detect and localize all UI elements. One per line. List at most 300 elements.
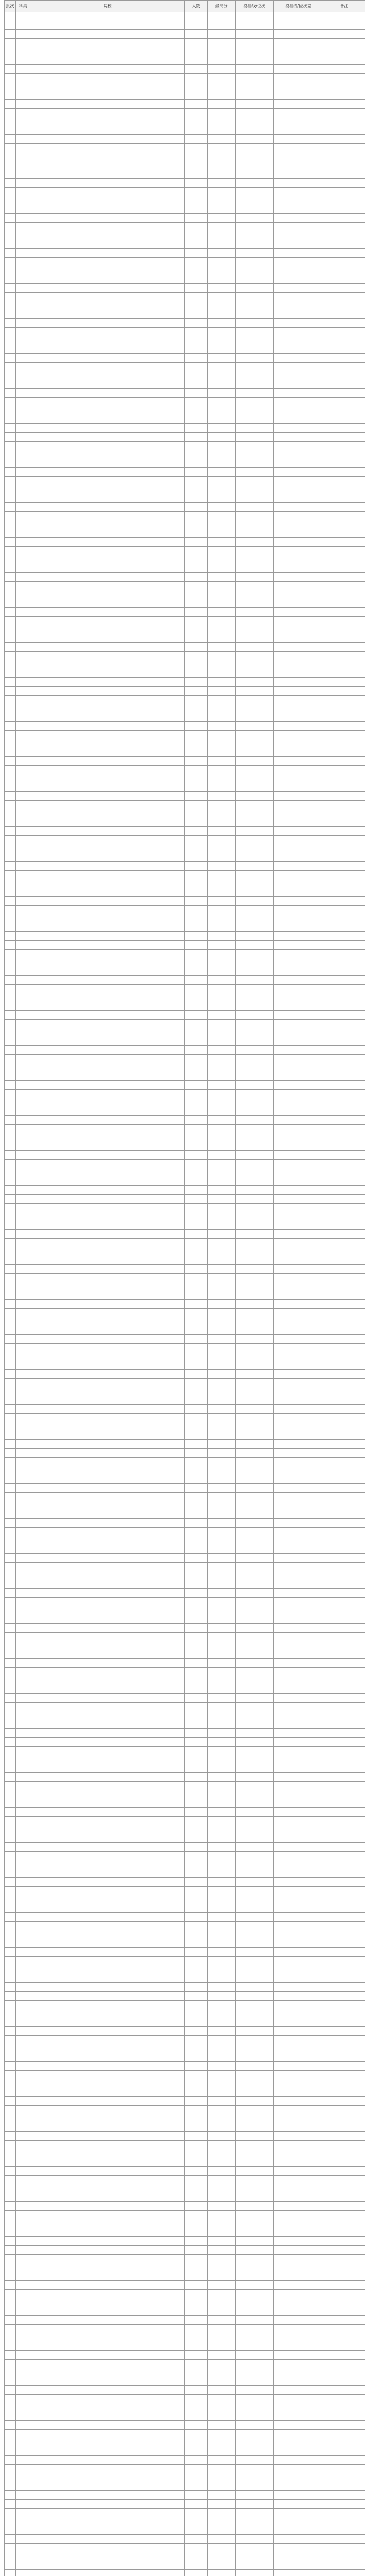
table-cell [323,1204,365,1212]
table-row [5,2333,365,2342]
table-cell [236,1361,274,1370]
table-row [5,2517,365,2526]
table-cell [208,1895,236,1904]
table-row [5,135,365,144]
table-cell [208,590,236,599]
table-cell [16,2053,30,2062]
table-row [5,1790,365,1799]
table-cell [185,1335,208,1344]
table-cell [323,1133,365,1142]
table-cell [16,1738,30,1747]
table-cell [236,214,274,223]
table-cell [323,2036,365,2044]
table-cell [274,2106,323,2114]
table-cell [16,1580,30,1589]
table-row [5,231,365,240]
table-cell [208,1747,236,1755]
table-cell [16,1221,30,1230]
table-cell [185,1230,208,1239]
table-cell [236,555,274,564]
table-row [5,363,365,371]
table-cell [5,433,16,442]
table-cell [185,1580,208,1589]
table-cell [30,634,185,643]
table-cell [185,844,208,853]
table-cell [30,722,185,731]
table-cell [208,1344,236,1352]
table-cell [236,1738,274,1747]
table-cell [323,2149,365,2158]
table-cell [323,2290,365,2298]
table-cell [274,2351,323,2360]
table-cell [185,2421,208,2430]
table-row [5,117,365,126]
table-cell [5,941,16,950]
table-cell [30,1204,185,1212]
table-cell [30,82,185,91]
table-cell [208,2132,236,2141]
table-cell [236,2473,274,2482]
table-cell [236,2438,274,2447]
table-cell [16,91,30,100]
table-cell [274,2202,323,2211]
table-row [5,2053,365,2062]
table-cell [5,2237,16,2246]
table-cell [274,801,323,809]
admission-score-table [4,0,365,2576]
table-cell [16,967,30,976]
table-cell [30,1957,185,1965]
table-cell [274,2176,323,2184]
table-row [5,503,365,512]
table-cell [208,958,236,967]
table-cell [185,1852,208,1860]
table-row [5,757,365,766]
table-row [5,258,365,266]
table-row [5,2123,365,2132]
table-cell [5,2018,16,2027]
table-cell [274,2219,323,2228]
table-cell [30,617,185,625]
table-cell [5,1711,16,1720]
table-cell [208,1265,236,1274]
table-cell [30,792,185,801]
table-cell [236,1571,274,1580]
table-row [5,266,365,275]
table-cell [185,2430,208,2438]
table-cell [208,380,236,389]
table-row [5,1545,365,1554]
table-cell [185,1422,208,1431]
table-cell [30,363,185,371]
table-cell [16,2307,30,2316]
table-cell [30,2114,185,2123]
table-cell [185,2062,208,2071]
table-cell [323,74,365,82]
table-cell [5,801,16,809]
table-cell [208,2219,236,2228]
table-cell [323,1834,365,1843]
table-cell [274,170,323,179]
table-cell [5,415,16,424]
table-cell [16,336,30,345]
table-cell [5,1869,16,1878]
table-cell [208,1563,236,1571]
table-cell [30,380,185,389]
table-cell [5,555,16,564]
table-cell [274,1747,323,1755]
table-cell [5,2316,16,2325]
table-cell [30,967,185,976]
table-cell [323,56,365,65]
table-cell [208,1037,236,1046]
table-cell [274,2544,323,2552]
table-cell [208,2517,236,2526]
table-cell [274,2526,323,2535]
table-cell [16,1466,30,1475]
table-cell [5,652,16,660]
table-cell [30,1545,185,1554]
table-cell [185,345,208,354]
table-row [5,950,365,958]
table-cell [185,652,208,660]
table-cell [5,2473,16,2482]
table-cell [16,2403,30,2412]
table-cell [323,1764,365,1773]
table-row [5,582,365,590]
table-row [5,1510,365,1519]
table-row [5,564,365,573]
table-cell [208,2333,236,2342]
table-cell [208,2552,236,2561]
table-cell [16,485,30,494]
table-cell [30,179,185,188]
table-cell [30,958,185,967]
table-cell [16,1317,30,1326]
table-cell [5,1133,16,1142]
table-cell [5,1606,16,1615]
table-cell [30,2228,185,2237]
table-cell [5,301,16,310]
table-cell [5,179,16,188]
table-cell [30,1475,185,1484]
table-cell [185,2027,208,2036]
table-cell [5,958,16,967]
table-cell [185,1790,208,1799]
table-cell [274,2123,323,2132]
table-cell [208,836,236,844]
table-cell [30,196,185,205]
table-cell [236,301,274,310]
table-cell [274,660,323,669]
table-cell [185,897,208,906]
table-cell [208,809,236,818]
table-cell [208,1230,236,1239]
table-cell [5,2228,16,2237]
table-row [5,2351,365,2360]
table-cell [30,766,185,774]
table-cell [323,1422,365,1431]
table-cell [274,100,323,109]
table-row [5,301,365,310]
table-cell [236,152,274,161]
table-cell [323,1545,365,1554]
table-cell [323,2535,365,2544]
table-cell [5,1291,16,1300]
table-cell [208,2386,236,2395]
table-cell [5,1685,16,1694]
table-cell [274,1168,323,1177]
table-cell [30,2456,185,2465]
table-cell [185,1711,208,1720]
table-cell [16,109,30,117]
table-cell [323,2307,365,2316]
table-cell [208,1098,236,1107]
table-cell [236,1790,274,1799]
table-cell [30,1983,185,1992]
table-row [5,2482,365,2491]
table-cell [323,2316,365,2325]
table-cell [236,1834,274,1843]
table-cell [185,1247,208,1256]
table-cell [30,1493,185,1501]
table-cell [274,1974,323,1983]
table-cell [16,398,30,406]
table-cell [208,459,236,468]
table-cell [236,2079,274,2088]
table-row [5,704,365,713]
table-cell [236,2281,274,2290]
table-cell [274,363,323,371]
table-cell [236,65,274,74]
table-cell [5,2263,16,2272]
table-cell [323,223,365,231]
table-cell [208,1055,236,1063]
table-cell [208,2263,236,2272]
table-cell [208,1300,236,1309]
table-row [5,1195,365,1204]
table-row [5,625,365,634]
table-cell [16,1554,30,1563]
table-cell [208,65,236,74]
table-cell [323,1904,365,1913]
table-cell [185,1352,208,1361]
table-cell [208,1965,236,1974]
table-cell [30,2412,185,2421]
table-cell [30,1510,185,1519]
table-cell [5,1598,16,1606]
table-cell [274,2307,323,2316]
table-cell [274,1020,323,1028]
table-cell [208,1633,236,1641]
table-cell [16,1204,30,1212]
table-cell [5,1256,16,1265]
table-cell [323,985,365,993]
table-cell [5,91,16,100]
table-cell [323,1852,365,1860]
table-cell [30,2395,185,2403]
table-cell [208,2027,236,2036]
table-cell [208,284,236,293]
table-cell [236,2403,274,2412]
table-row [5,39,365,47]
table-cell [274,2430,323,2438]
table-cell [274,2246,323,2255]
table-cell [236,1028,274,1037]
table-cell [323,1633,365,1641]
table-cell [5,2079,16,2088]
table-cell [5,1930,16,1939]
table-cell [5,249,16,258]
table-cell [5,757,16,766]
table-cell [5,564,16,573]
table-cell [236,1352,274,1361]
table-row [5,2036,365,2044]
table-cell [236,1501,274,1510]
table-cell [323,2473,365,2482]
table-cell [236,433,274,442]
table-cell [274,231,323,240]
table-cell [5,2570,16,2576]
table-cell [323,2184,365,2193]
table-cell [185,722,208,731]
table-cell [323,1063,365,1072]
table-cell [274,722,323,731]
table-cell [236,1650,274,1659]
table-cell [185,12,208,21]
table-cell [323,1484,365,1493]
table-cell [323,293,365,301]
table-cell [30,12,185,21]
table-cell [16,135,30,144]
table-cell [236,249,274,258]
table-cell [323,2079,365,2088]
table-cell [323,1098,365,1107]
table-cell [185,1160,208,1168]
table-cell [16,12,30,21]
table-cell [185,1606,208,1615]
table-cell [208,1458,236,1466]
table-cell [30,1230,185,1239]
table-cell [30,2360,185,2368]
table-cell [323,389,365,398]
table-cell [236,2430,274,2438]
table-row [5,512,365,520]
table-cell [208,1773,236,1782]
table-cell [185,1519,208,1528]
table-cell [208,319,236,328]
table-cell [185,1992,208,2001]
table-cell [208,170,236,179]
table-cell [30,2509,185,2517]
table-cell [30,564,185,573]
table-cell [16,687,30,696]
table-cell [274,1825,323,1834]
table-cell [323,1948,365,1957]
table-cell [208,1615,236,1624]
table-cell [236,1081,274,1090]
table-cell [16,2412,30,2421]
table-cell [274,398,323,406]
table-cell [30,1773,185,1782]
table-cell [16,240,30,249]
table-cell [5,985,16,993]
table-cell [208,844,236,853]
table-cell [5,1615,16,1624]
table-row [5,2202,365,2211]
table-cell [16,1133,30,1142]
table-cell [274,2333,323,2342]
table-row [5,678,365,687]
table-cell [236,1536,274,1545]
table-cell [208,1002,236,1011]
table-cell [208,2438,236,2447]
table-row [5,1571,365,1580]
table-cell [274,1563,323,1571]
table-cell [16,144,30,152]
table-cell [30,573,185,582]
table-cell [5,389,16,398]
table-cell [5,2377,16,2386]
table-cell [274,2412,323,2421]
table-cell [16,2036,30,2044]
table-row [5,1309,365,1317]
table-cell [16,748,30,757]
table-cell [5,1247,16,1256]
table-row [5,485,365,494]
table-cell [16,2228,30,2237]
table-cell [30,748,185,757]
table-cell [236,1983,274,1992]
header-note: 备注 [323,1,365,12]
table-cell [323,485,365,494]
table-cell [185,2123,208,2132]
table-cell [323,608,365,617]
table-row [5,2535,365,2544]
table-row [5,590,365,599]
table-cell [323,1387,365,1396]
table-cell [16,266,30,275]
table-cell [323,1396,365,1405]
table-cell [208,266,236,275]
table-cell [208,1764,236,1773]
table-cell [5,1125,16,1133]
table-cell [30,538,185,547]
table-cell [208,328,236,336]
table-cell [274,2482,323,2491]
table-cell [323,1020,365,1028]
table-cell [5,1589,16,1598]
table-cell [185,82,208,91]
table-cell [323,888,365,897]
table-cell [5,914,16,923]
table-cell [323,696,365,704]
table-cell [5,1274,16,1282]
table-row [5,520,365,529]
table-cell [30,1852,185,1860]
table-cell [236,2167,274,2176]
table-cell [236,906,274,914]
header-highest-score: 最高分 [208,1,236,12]
table-cell [16,1125,30,1133]
table-cell [208,774,236,783]
table-cell [236,117,274,126]
table-cell [208,1247,236,1256]
table-cell [236,1037,274,1046]
table-cell [208,12,236,21]
table-cell [30,2018,185,2027]
table-cell [185,450,208,459]
